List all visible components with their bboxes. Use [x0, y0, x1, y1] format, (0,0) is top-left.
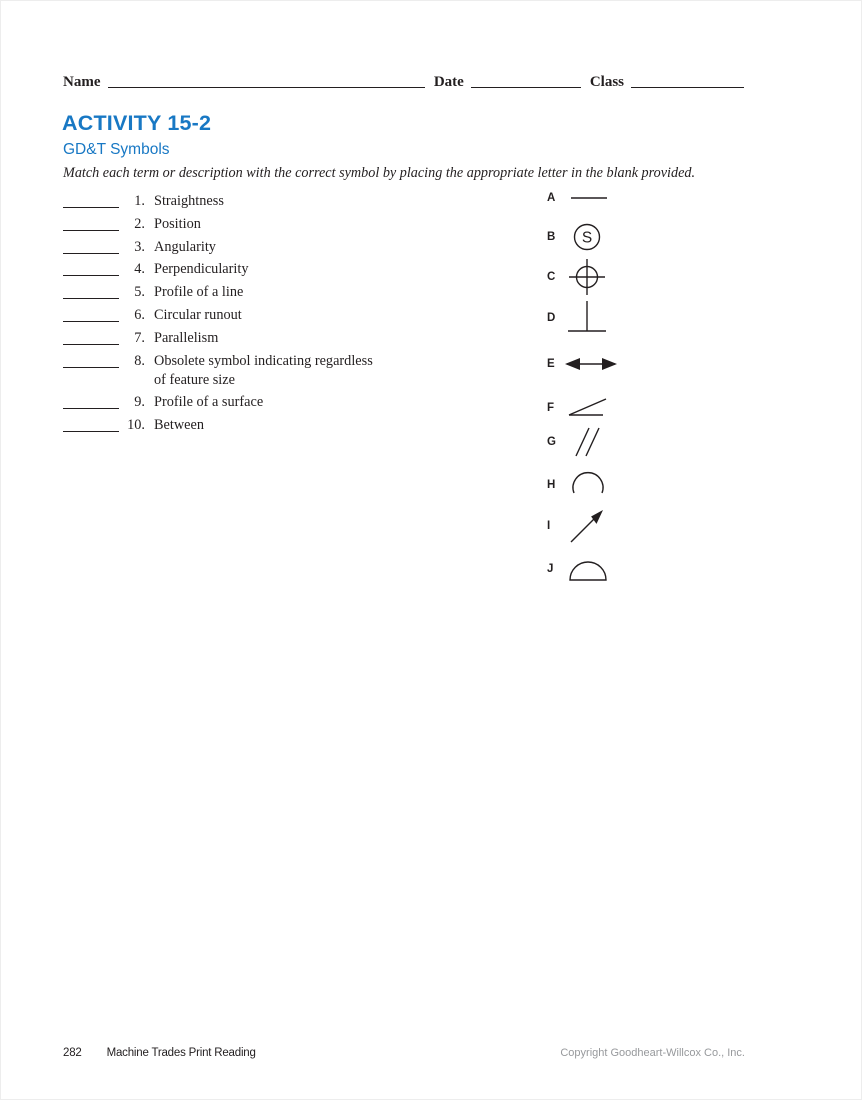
profile-of-a-line-symbol-icon	[563, 463, 619, 507]
item-term-line2: of feature size	[154, 371, 235, 388]
page-title: ACTIVITY 15-2	[62, 111, 212, 135]
answer-blank-5[interactable]	[63, 283, 119, 299]
circular-runout-symbol-icon	[563, 504, 619, 548]
item-term: Angularity	[154, 238, 216, 255]
match-row-9	[63, 393, 503, 412]
item-term: Profile of a line	[154, 284, 244, 301]
item-number: 10.	[127, 417, 145, 434]
svg-text:S: S	[581, 229, 593, 247]
page-subtitle: GD&T Symbols	[63, 141, 170, 158]
match-row-1	[63, 192, 503, 211]
date-label: Date	[433, 74, 464, 90]
footer-left	[63, 1047, 256, 1059]
match-row-7	[63, 329, 503, 348]
answer-blank-2[interactable]	[63, 215, 119, 231]
symbol-row-b	[547, 215, 619, 259]
item-number: 4.	[134, 261, 145, 278]
item-term: Parallelism	[154, 329, 219, 346]
symbol-letter-e: E	[547, 358, 555, 370]
name-blank[interactable]	[108, 87, 425, 88]
match-row-10	[63, 416, 503, 435]
item-number: 8.	[134, 352, 145, 369]
item-term: Circular runout	[154, 306, 242, 323]
profile-of-a-surface-symbol-icon	[563, 547, 619, 591]
match-list	[63, 192, 503, 439]
book-title: Machine Trades Print Reading	[106, 1047, 256, 1059]
item-number: 9.	[134, 394, 145, 411]
match-row-6	[63, 306, 503, 325]
date-blank[interactable]	[471, 87, 581, 88]
item-number: 1.	[134, 193, 145, 209]
item-term-line1: Obsolete symbol indicating regardless	[154, 352, 373, 369]
parallelism-symbol-icon	[563, 420, 619, 464]
straightness-symbol-icon	[563, 176, 619, 220]
class-label: Class	[589, 74, 624, 90]
item-number: 2.	[134, 215, 145, 232]
answer-blank-10[interactable]	[63, 416, 119, 432]
position-symbol-icon	[563, 255, 619, 299]
item-number: 5.	[134, 284, 145, 301]
copyright-text: Copyright Goodheart-Willcox Co., Inc.	[560, 1047, 745, 1059]
symbol-letter-c: C	[547, 271, 556, 283]
symbol-row-d	[547, 296, 619, 340]
symbol-row-j	[547, 547, 619, 591]
match-row-5	[63, 283, 503, 302]
between-symbol-icon	[563, 342, 619, 386]
symbol-row-c	[547, 255, 619, 299]
symbol-letter-d: D	[547, 312, 556, 324]
symbol-letter-g: G	[547, 436, 556, 448]
item-term: Straightness	[154, 193, 224, 209]
item-number: 7.	[134, 329, 145, 346]
answer-blank-1[interactable]	[63, 192, 119, 208]
symbol-row-e	[547, 342, 619, 386]
symbol-letter-f: F	[547, 402, 555, 414]
name-label: Name	[63, 74, 101, 90]
symbol-letter-i: I	[547, 520, 551, 532]
answer-blank-4[interactable]	[63, 260, 119, 276]
perpendicularity-symbol-icon	[563, 296, 619, 340]
page-number: 282	[63, 1047, 82, 1059]
match-row-8	[63, 352, 503, 390]
answer-blank-9[interactable]	[63, 393, 119, 409]
item-term	[154, 352, 373, 390]
instruction-text: Match each term or description with the correct symbol by placing the appropriate letter in the blank provided.	[63, 165, 696, 181]
symbol-row-i	[547, 504, 619, 548]
answer-blank-3[interactable]	[63, 238, 119, 254]
match-row-4	[63, 260, 503, 279]
item-number: 6.	[134, 306, 145, 323]
answer-blank-7[interactable]	[63, 329, 119, 345]
header-fill-in-row	[63, 71, 744, 91]
answer-blank-8[interactable]	[63, 352, 119, 368]
item-term: Between	[154, 417, 205, 434]
item-term: Profile of a surface	[154, 394, 264, 411]
symbol-row-h	[547, 463, 619, 507]
item-term: Perpendicularity	[154, 261, 249, 278]
class-blank[interactable]	[631, 87, 744, 88]
match-row-2	[63, 215, 503, 234]
symbol-letter-h: H	[547, 479, 556, 491]
item-number: 3.	[134, 238, 145, 255]
symbol-row-a	[547, 176, 619, 220]
answer-blank-6[interactable]	[63, 306, 119, 322]
item-term: Position	[154, 215, 201, 232]
regardless-of-feature-size-symbol-icon	[563, 215, 619, 259]
symbol-letter-j: J	[547, 563, 554, 575]
symbol-row-g	[547, 420, 619, 464]
symbol-letter-b: B	[547, 231, 556, 243]
match-row-3	[63, 238, 503, 257]
symbol-letter-a: A	[547, 192, 556, 204]
